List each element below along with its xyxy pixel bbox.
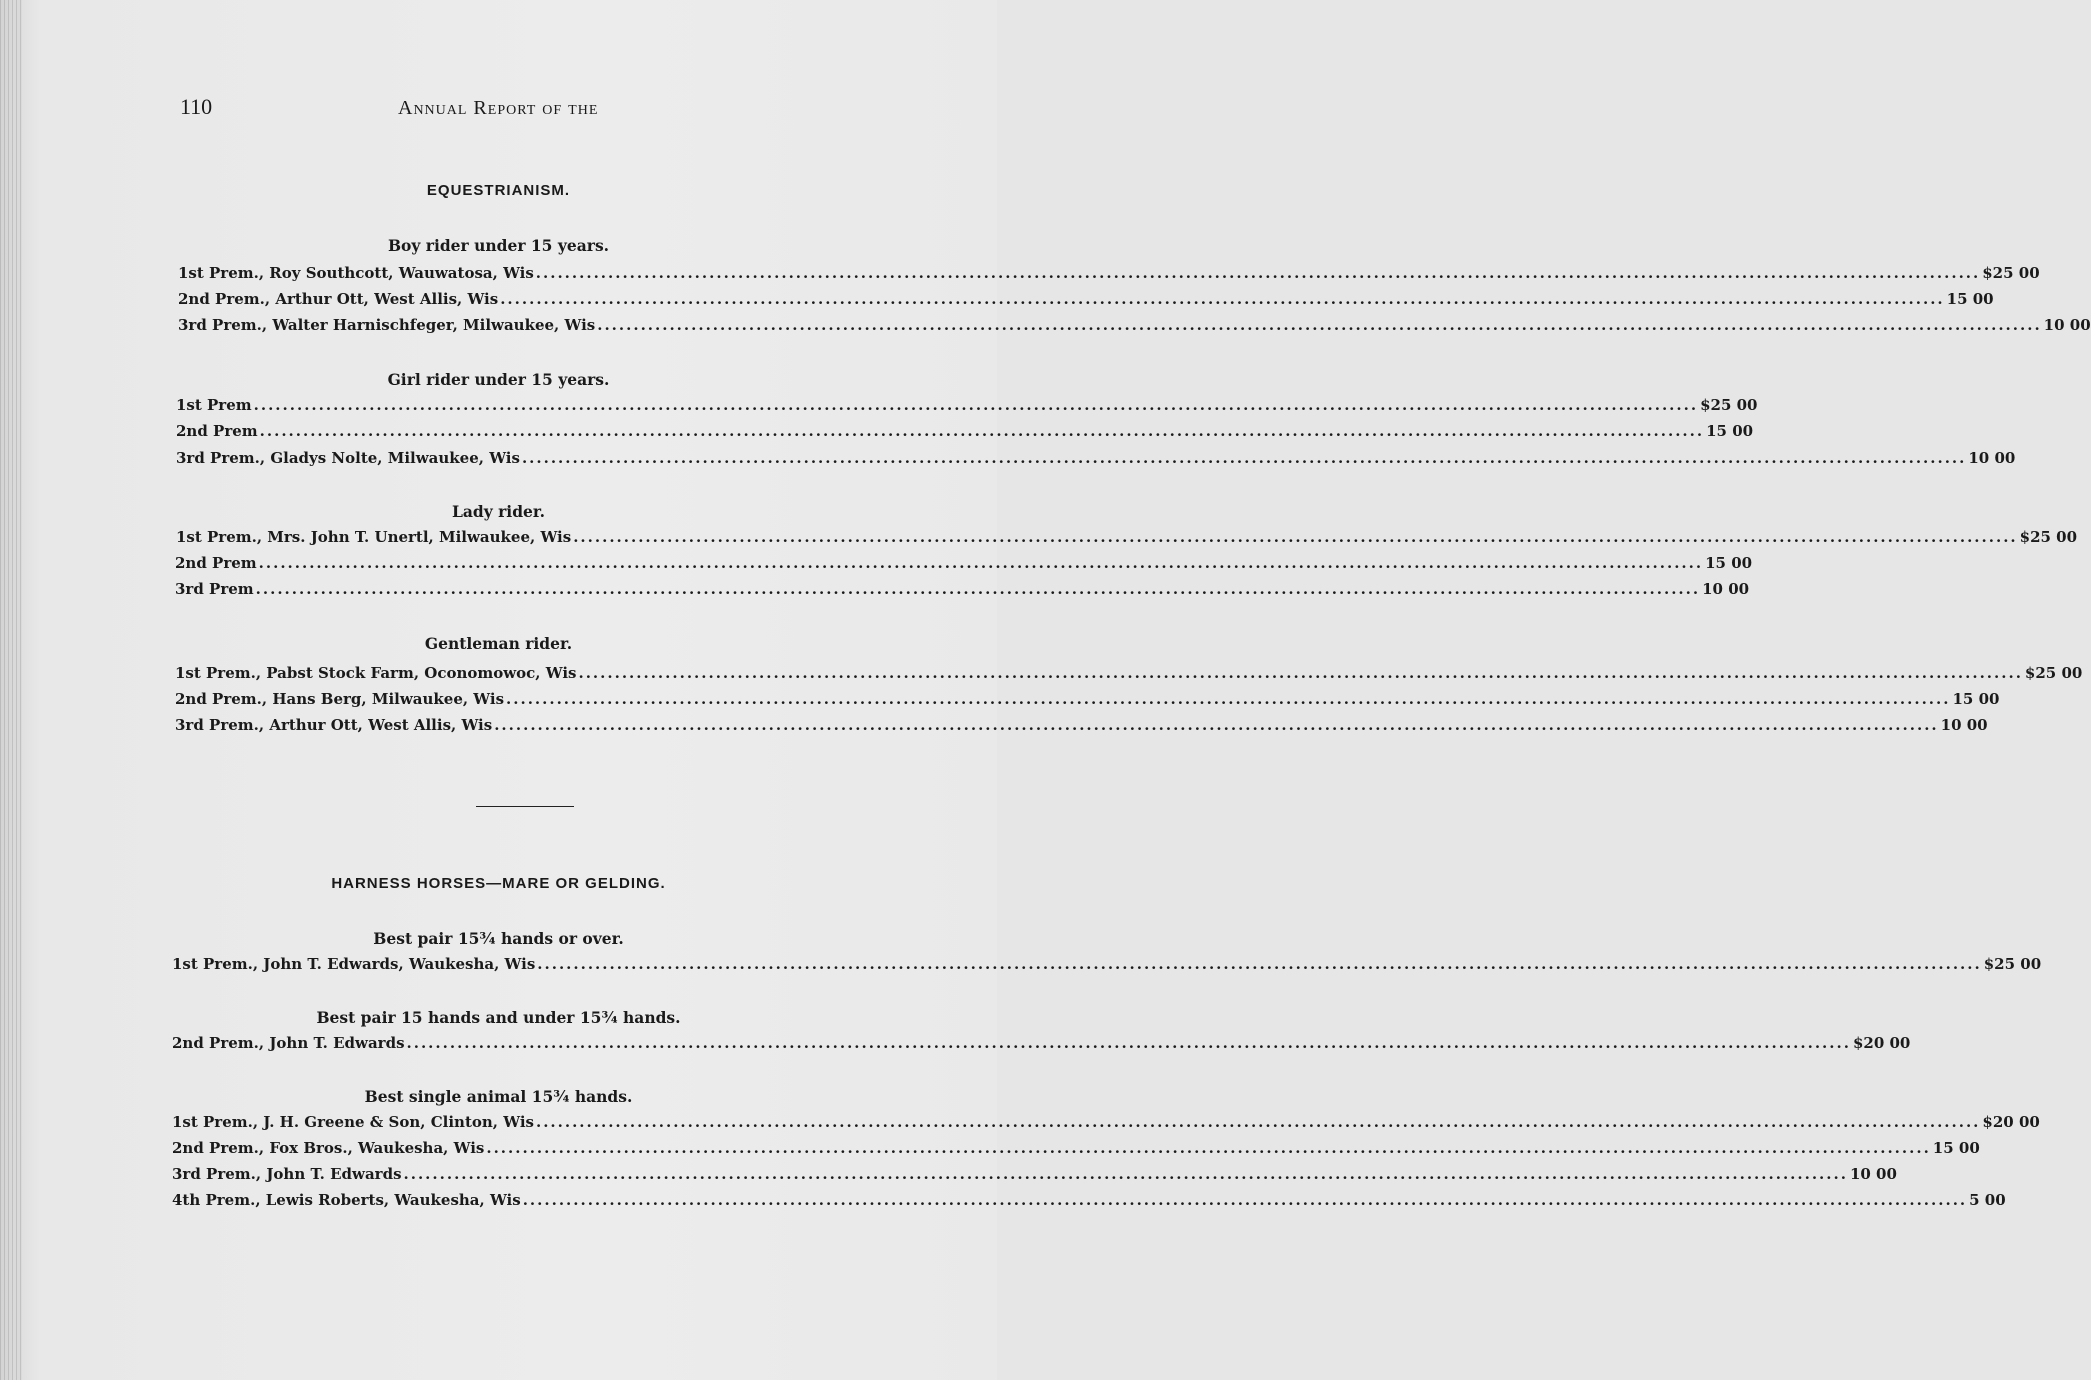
dot-leader: ........................................................................................................................................................................................................ xyxy=(259,422,1705,440)
prize-row xyxy=(178,316,2091,338)
prize-row xyxy=(176,422,1754,444)
prize-name: 2nd Prem., John T. Edwards xyxy=(172,1034,405,1052)
prize-name: 1st Prem., Pabst Stock Farm, Oconomowoc, Wis xyxy=(175,664,577,682)
prize-name: 1st Prem., J. H. Greene & Son, Clinton, Wis xyxy=(172,1113,534,1131)
dot-leader: ........................................................................................................................................................................................................ xyxy=(486,1139,1931,1157)
running-title: Annual Report of the xyxy=(398,97,599,119)
prize-row xyxy=(175,716,1988,738)
prize-row xyxy=(172,1165,1897,1187)
dot-leader: ........................................................................................................................................................................................................ xyxy=(537,955,1982,973)
prize-name: 2nd Prem., Arthur Ott, West Allis, Wis xyxy=(178,290,499,308)
class-title: Boy rider under 15 years. xyxy=(387,236,610,255)
prize-amount: $25 00 xyxy=(1982,264,2040,282)
prize-name: 1st Prem., Mrs. John T. Unertl, Milwaukee, Wis xyxy=(176,528,572,546)
prize-amount: $20 00 xyxy=(1852,1034,1911,1052)
dot-leader: ........................................................................................................................................................................................................ xyxy=(521,449,1967,467)
dot-leader: ........................................................................................................................................................................................................ xyxy=(522,1191,1968,1209)
prize-amount: 10 00 xyxy=(1849,1165,1897,1183)
dot-leader: ........................................................................................................................................................................................................ xyxy=(535,264,1981,282)
prize-name: 3rd Prem., Arthur Ott, West Allis, Wis xyxy=(175,716,493,734)
dot-leader: ........................................................................................................................................................................................................ xyxy=(597,316,2042,334)
prize-row xyxy=(175,690,2000,712)
prize-amount: $20 00 xyxy=(1982,1113,2040,1131)
prize-amount: 10 00 xyxy=(1940,716,1988,734)
prize-name: 3rd Prem., Walter Harnischfeger, Milwaukee, Wis xyxy=(178,316,596,334)
prize-amount: 15 00 xyxy=(1952,690,2000,708)
dot-leader: ........................................................................................................................................................................................................ xyxy=(506,690,1951,708)
prize-row xyxy=(172,1139,1980,1161)
prize-name: 2nd Prem xyxy=(175,554,257,572)
section-heading-equestrianism: EQUESTRIANISM. xyxy=(426,182,571,199)
prize-amount: 10 00 xyxy=(1968,449,2016,467)
prize-row xyxy=(175,664,2083,686)
dot-leader: ........................................................................................................................................................................................................ xyxy=(255,580,1701,598)
dot-leader: ........................................................................................................................................................................................................ xyxy=(573,528,2018,546)
prize-name: 1st Prem., John T. Edwards, Waukesha, Wis xyxy=(172,955,536,973)
page-number: 110 xyxy=(180,94,213,119)
prize-amount: 15 00 xyxy=(1946,290,1994,308)
prize-amount: 5 00 xyxy=(1969,1191,2006,1209)
class-title: Best pair 15 hands and under 15¾ hands. xyxy=(316,1008,681,1027)
prize-amount: $25 00 xyxy=(2019,528,2078,546)
prize-name: 4th Prem., Lewis Roberts, Waukesha, Wis xyxy=(172,1191,521,1209)
page-edge xyxy=(0,0,22,1380)
dot-leader: ........................................................................................................................................................................................................ xyxy=(494,716,1939,734)
class-title: Best pair 15¾ hands or over. xyxy=(373,929,624,948)
section-heading-harness-horses: HARNESS HORSES—MARE OR GELDING. xyxy=(331,875,666,892)
prize-name: 3rd Prem xyxy=(175,580,254,598)
prize-amount: $25 00 xyxy=(1983,955,2042,973)
prize-amount: 15 00 xyxy=(1705,554,1753,572)
dot-leader: ........................................................................................................................................................................................................ xyxy=(535,1113,1981,1131)
prize-amount: 10 00 xyxy=(2043,316,2091,334)
class-title: Best single animal 15¾ hands. xyxy=(364,1087,633,1106)
prize-name: 2nd Prem., Fox Bros., Waukesha, Wis xyxy=(172,1139,485,1157)
dot-leader: ........................................................................................................................................................................................................ xyxy=(253,396,1699,414)
prize-row xyxy=(175,580,1750,602)
prize-row xyxy=(176,396,1758,418)
dot-leader: ........................................................................................................................................................................................................ xyxy=(406,1034,1851,1052)
prize-name: 1st Prem., Roy Southcott, Wauwatosa, Wis xyxy=(178,264,534,282)
prize-name: 3rd Prem., John T. Edwards xyxy=(172,1165,402,1183)
class-title: Girl rider under 15 years. xyxy=(387,370,610,389)
prize-row xyxy=(176,528,2078,550)
prize-row xyxy=(172,1113,2040,1135)
section-divider xyxy=(476,806,574,807)
prize-amount: $25 00 xyxy=(2024,664,2083,682)
class-title: Lady rider. xyxy=(451,502,546,521)
prize-row xyxy=(176,449,2016,471)
prize-name: 2nd Prem xyxy=(176,422,258,440)
class-title: Gentleman rider. xyxy=(424,634,573,653)
prize-amount: 15 00 xyxy=(1706,422,1754,440)
prize-row xyxy=(175,554,1753,576)
prize-amount: $25 00 xyxy=(1700,396,1758,414)
dot-leader: ........................................................................................................................................................................................................ xyxy=(500,290,1945,308)
prize-row xyxy=(172,955,2042,977)
prize-row xyxy=(172,1191,2006,1213)
prize-name: 2nd Prem., Hans Berg, Milwaukee, Wis xyxy=(175,690,505,708)
prize-amount: 10 00 xyxy=(1702,580,1750,598)
prize-row xyxy=(172,1034,1911,1056)
prize-name: 1st Prem xyxy=(176,396,252,414)
prize-row xyxy=(178,264,2040,286)
dot-leader: ........................................................................................................................................................................................................ xyxy=(403,1165,1848,1183)
dot-leader: ........................................................................................................................................................................................................ xyxy=(258,554,1704,572)
prize-name: 3rd Prem., Gladys Nolte, Milwaukee, Wis xyxy=(176,449,520,467)
dot-leader: ........................................................................................................................................................................................................ xyxy=(578,664,2023,682)
prize-amount: 15 00 xyxy=(1932,1139,1980,1157)
prize-row xyxy=(178,290,1994,312)
